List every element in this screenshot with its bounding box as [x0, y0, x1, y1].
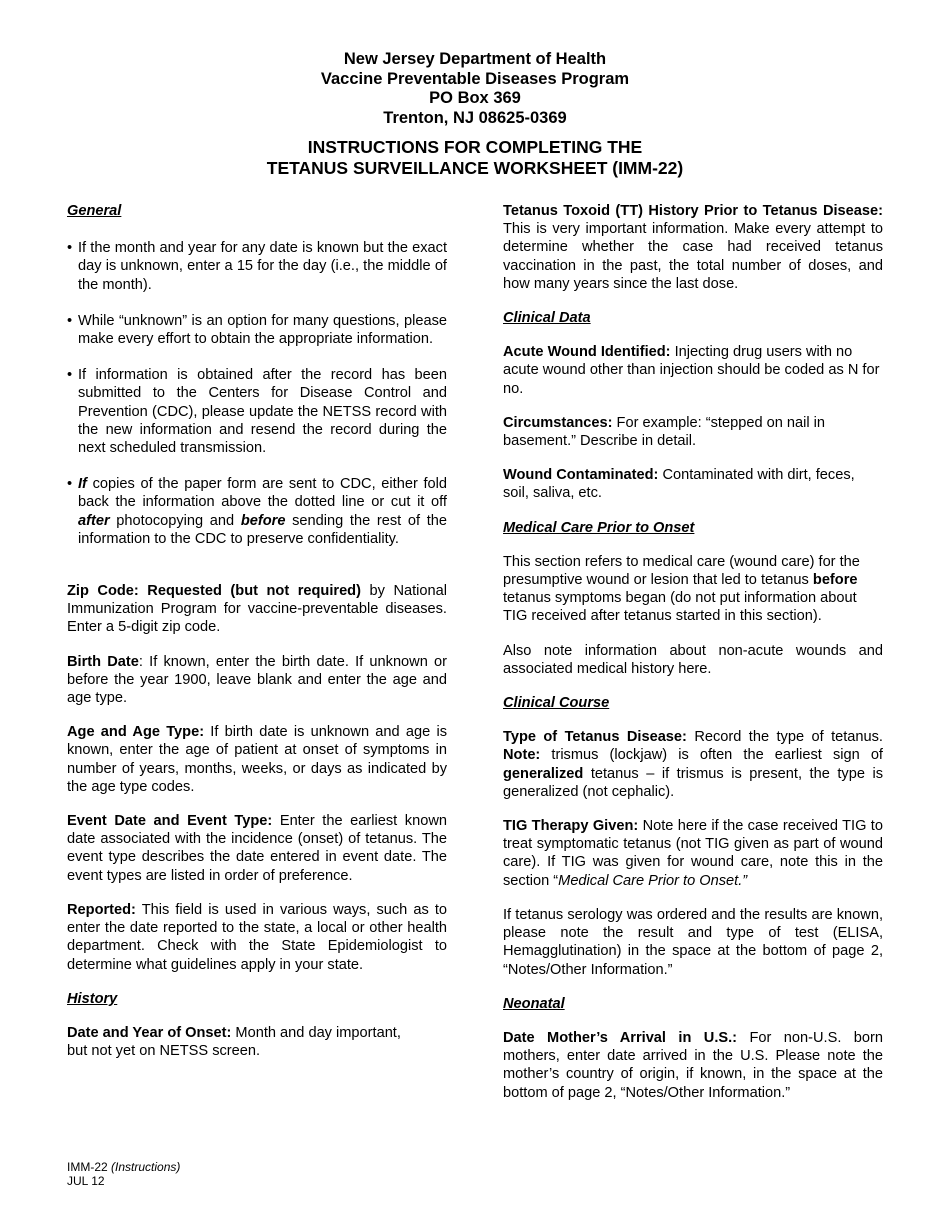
list-item: • If copies of the paper form are sent to CDC, either fold back the information above the dotted line or cut it off after photocopying and before sending the rest of the information to the CDC to preserve confidentiality. [67, 476, 447, 547]
right-column [503, 202, 883, 1102]
bullet-icon: • [67, 312, 73, 329]
general-heading: General [67, 203, 122, 219]
bullet-icon: • [67, 367, 73, 384]
bullet-icon: • [67, 476, 73, 493]
document-title [0, 137, 950, 179]
list-item: • While “unknown” is an option for many questions, please make every effort to obtain the appropriate information. [67, 312, 447, 348]
tetanus-type-paragraph: Type of Tetanus Disease: Record the type of tetanus. Note: trismus (lockjaw) is often the earliest sign of generalized tetanus – if trismus is present, the type is generalized (not cephalic). [503, 729, 883, 800]
birth-date-paragraph: Birth Date: If known, enter the birth date. If unknown or before the year 1900, leave blank and enter the age and age type. [67, 653, 448, 707]
list-item: • If the month and year for any date is known but the exact day is unknown, enter a 15 for the day (i.e., the middle of the month). [67, 240, 447, 293]
org-name-line: New Jersey Department of Health [343, 50, 607, 68]
form-footer [67, 1160, 180, 1188]
age-paragraph: Age and Age Type: If birth date is unknown and age is known, enter the age of patient at onset of symptoms in number of years, months, weeks, or days as indicated by the age type codes. [67, 724, 447, 795]
form-date: JUL 12 [67, 1174, 105, 1188]
form-code: IMM-22 (Instructions) [67, 1160, 181, 1174]
medical-care-heading: Medical Care Prior to Onset [503, 519, 695, 536]
serology-paragraph: If tetanus serology was ordered and the results are known, please note the result and type of test (ELISA, Hemagglutination) in the space at the bottom of page 2, “Notes/Other Information.” [503, 906, 883, 978]
tig-therapy-paragraph: TIG Therapy Given: Note here if the case received TIG to treat symptomatic tetanus (not TIG given as part of wound care). If TIG was given for wound care, note this in the section “Medical Care Prior to Onset.” [503, 818, 883, 889]
list-item: • If information is obtained after the record has been submitted to the Centers for Disease Control and Prevention (CDC), please update the NETSS record with the new information and resend the record during the next scheduled transmission. [67, 367, 447, 457]
po-box-line: PO Box 369 [429, 89, 521, 107]
clinical-data-heading: Clinical Data [503, 310, 591, 327]
program-name-line: Vaccine Preventable Diseases Program [320, 69, 630, 88]
bullet-icon: • [67, 240, 73, 257]
neonatal-heading: Neonatal [503, 995, 565, 1012]
acute-wound-paragraph: Acute Wound Identified: Injecting drug users with no acute wound other than injection should be coded as N for no. [503, 344, 880, 397]
title-line-1: INSTRUCTIONS FOR COMPLETING THE [307, 137, 643, 157]
onset-paragraph: Date and Year of Onset: Month and day important, but not yet on NETSS screen. [67, 1024, 401, 1060]
history-heading: History [67, 990, 118, 1007]
title-line-2: TETANUS SURVEILLANCE WORKSHEET (IMM-22) [266, 158, 684, 178]
document-header [0, 50, 950, 179]
clinical-course-heading: Clinical Course [503, 695, 610, 712]
also-note-paragraph: Also note information about non-acute wounds and associated medical history here. [503, 642, 883, 677]
medical-care-paragraph: This section refers to medical care (wound care) for the presumptive wound or lesion that led to tetanus before tetanus symptoms began (do not put information about TIG received after tetanus started in this section). [503, 553, 860, 625]
zip-code-paragraph: Zip Code: Requested (but not required) by National Immunization Program for vaccine-preventable diseases. Enter a 5-digit zip code. [67, 583, 447, 636]
left-column [67, 202, 447, 1060]
event-date-paragraph: Event Date and Event Type: Enter the earliest known date associated with the incidence (onset) of tetanus. The event type describes the date entered in event date. The event types are listed in order of preference. [67, 813, 447, 884]
tt-history-paragraph: Tetanus Toxoid (TT) History Prior to Tetanus Disease: This is very important information. Make every attempt to determine whether the case had received tetanus vaccination in the past, the total number of doses, and how many years since the last dose. [503, 203, 883, 292]
mother-arrival-paragraph: Date Mother’s Arrival in U.S.: For non-U.S. born mothers, enter date arrived in the U.S. Please note the mother’s country of origin, if known, in the space at the bottom of page 2, “Notes/Other Information.” [503, 1029, 883, 1101]
wound-contaminated-paragraph: Wound Contaminated: Contaminated with dirt, feces, soil, saliva, etc. [503, 467, 855, 502]
circumstances-paragraph: Circumstances: For example: “stepped on nail in basement.” Describe in detail. [503, 414, 826, 450]
city-zip-line: Trenton, NJ 08625-0369 [383, 108, 567, 127]
general-bullet-list [67, 239, 447, 548]
reported-paragraph: Reported: This field is used in various ways, such as to enter the date reported to the state, a local or other health department. Check with the State Epidemiologist to determine what guidelines apply in your state. [67, 901, 447, 973]
